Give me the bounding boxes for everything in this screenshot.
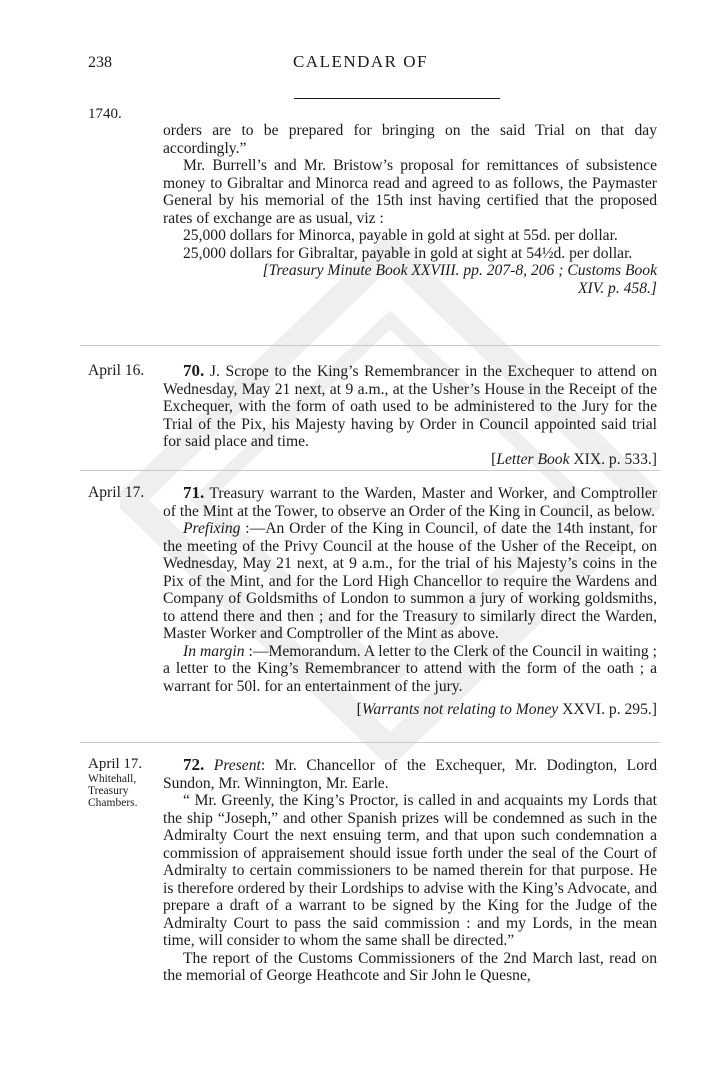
entry-text — [163, 756, 657, 792]
entry-number: 72. — [183, 755, 205, 774]
source-citation-part: Letter Book — [496, 450, 570, 468]
entry-text — [163, 484, 657, 520]
year-marker: 1740. — [88, 106, 122, 122]
continuation-paragraph: orders are to be prepared for bringing on the said Trial on that day accordingly.” — [163, 122, 657, 157]
entry-number: 71. — [183, 483, 205, 502]
source-citation-part: XXVI. p. 295.] — [562, 701, 657, 718]
prefixing-text: :—An Order of the King in Council, of date the 14th instant, for the meeting of the Privy Council at the house of the Usher of the Receipt, on Wednesday, May 21 next, at 9 a.m., for the trial of his Majesty’s coins in the Pix of the Mint, and for the Lord High Chancellor to require the Wardens and Company of Goldsmiths of London to summon a jury of working goldsmiths, to attend there and then ; and for the Treasury to similarly direct the Warden, Master Worker and Comptroller of the Mint as above. — [163, 520, 657, 642]
source-citation-part: XIV. p. 458.] — [578, 279, 657, 297]
present-text: : Mr. Chancellor of the Exchequer, Mr. Dodington, Lord Sundon, Mr. Winnington, Mr. Earle. — [163, 757, 657, 792]
prefixing-label: Prefixing — [183, 520, 241, 537]
margin-paragraph — [163, 643, 657, 696]
entry-body: Treasury warrant to the Warden, Master and Worker, and Comptroller of the Mint at the Tower, to observe an Order of the King in Council, as below. — [163, 485, 657, 520]
report-paragraph: The report of the Customs Commissioners of the 2nd March last, read on the memorial of George Heathcote and Sir John le Quesne, — [163, 949, 657, 984]
entry-date: April 16. — [88, 362, 145, 379]
margin-label: In margin — [183, 642, 245, 660]
entry-place: Treasury — [88, 785, 129, 797]
entry-separator — [80, 470, 660, 471]
entry-separator — [80, 742, 660, 743]
continuation-block — [163, 122, 657, 297]
entry-date: April 17. — [88, 756, 143, 772]
entry-number: 70. — [183, 361, 205, 380]
present-label: Present — [213, 757, 261, 774]
prefixing-paragraph — [163, 520, 657, 643]
quote-paragraph: “ Mr. Greenly, the King’s Proctor, is called in and acquaints my Lords that the ship “Joseph,” and other Spanish prizes will be condemned as such in the Admiralty Court the next ensuing term, and that upon such condemnation a commission of appraisement should issue forth under the seal of the Court of Admiralty to certain commissioners to be named therein for that purpose. He is therefore ordered by their Lordships to advise with the King’s Advocate, and prepare a draft of a warrant to be signed by the King for the Judge of the Admiralty Court to pass the said commission : and my Lords, in the mean time, will consider to whom the same shall be directed.” — [163, 792, 657, 949]
source-citation-part: XIX. p. 533.] — [573, 450, 657, 468]
entry-place: Chambers. — [88, 797, 138, 809]
entry-71 — [163, 484, 657, 719]
source-citation — [163, 262, 657, 297]
running-head: CALENDAR OF — [292, 52, 429, 71]
entry-separator — [80, 345, 660, 346]
entry-body: J. Scrope to the King’s Remembrancer in the Exchequer to attend on Wednesday, May 21 next, at 9 a.m., at the Usher’s House in the Receipt of the Exchequer, with the form of oath used to be administered to the Jury for the Trial of the Pix, his Majesty having by Order in Council appointed said trial for said place and time. — [163, 363, 657, 450]
entry-70 — [163, 362, 657, 468]
page-number: 238 — [88, 54, 112, 71]
entry-date: April 17. — [88, 484, 145, 501]
entry-date-place — [88, 756, 142, 809]
remittance-paragraph: Mr. Burrell’s and Mr. Bristow’s proposal for remittances of subsistence money to Gibraltar and Minorca read and agreed to as follows, the Paymaster General by his memorial of the 15th inst having certified that the proposed rates of exchange are as usual, viz : — [163, 157, 657, 227]
entry-72 — [163, 756, 657, 985]
margin-text: :—Memorandum. A letter to the Clerk of the Council in waiting ; a letter to the King’s Remembrancer to attend with the form of the oath ; a warrant for 50l. for an entertainment of the jury. — [163, 642, 657, 695]
entry-text — [163, 362, 657, 451]
source-citation-part: Customs Book — [567, 262, 657, 279]
entry-place: Whitehall, — [88, 773, 137, 785]
remittance-item-minorca: 25,000 dollars for Minorca, payable in gold at sight at 55d. per dollar. — [183, 227, 618, 244]
source-citation-part: Warrants not relating to Money — [361, 701, 559, 718]
source-citation: [Warrants not relating to Money XXVI. p. 295.] — [356, 701, 657, 718]
header-rule — [294, 98, 500, 99]
remittance-item-gibraltar: 25,000 dollars for Gibraltar, payable in gold at sight at 54½d. per dollar. — [183, 244, 633, 262]
source-citation-part: [Treasury Minute Book XXVIII. pp. 207-8, 206 ; — [262, 262, 564, 279]
source-citation: [Letter Book XIX. p. 533.] — [491, 450, 657, 468]
